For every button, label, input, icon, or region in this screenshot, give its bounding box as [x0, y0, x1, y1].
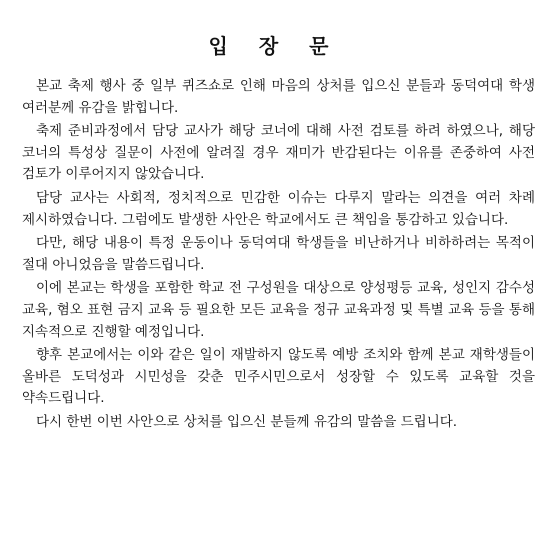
paragraph: 다만, 해당 내용이 특정 운동이나 동덕여대 학생들을 비난하거나 비하하려는 목적이 절대 아니었음을 말씀드립니다.	[22, 235, 535, 273]
document-title: 입 장 문	[208, 34, 341, 58]
paragraph: 이에 본교는 학생을 포함한 학교 전 구성원을 대상으로 양성평등 교육, 성인지 감수성 교육, 혐오 표현 금지 교육 등 필요한 모든 교육을 정규 교육과정 및 특별 교육 등을 통해 지속적으로 진행할 예정입니다.	[22, 280, 535, 340]
paragraph: 향후 본교에서는 이와 같은 일이 재발하지 않도록 예방 조치와 함께 본교 재학생들이 올바른 도덕성과 시민성을 갖춘 민주시민으로서 성장할 수 있도록 교육할 것을 약속드립니다.	[22, 347, 535, 407]
paragraph: 담당 교사는 사회적, 정치적으로 민감한 이슈는 다루지 말라는 의견을 여러 차례 제시하였습니다. 그럼에도 발생한 사안은 학교에서도 큰 책임을 통감하고 있습니다.	[22, 189, 535, 228]
paragraph: 본교 축제 행사 중 일부 퀴즈쇼로 인해 마음의 상처를 입으신 분들과 동덕여대 학생 여러분께 유감을 밝힙니다.	[22, 78, 535, 116]
paragraph: 다시 한번 이번 사안으로 상처를 입으신 분들께 유감의 말씀을 드립니다.	[36, 413, 458, 430]
document-body	[22, 76, 535, 436]
paragraph: 축제 준비과정에서 담당 교사가 해당 코너에 대해 사전 검토를 하려 하였으나, 해당 코너의 특성상 질문이 사전에 알려질 경우 재미가 반감된다는 이유를 존중하여 사전 검토가 이루어지지 않았습니다.	[22, 123, 535, 183]
